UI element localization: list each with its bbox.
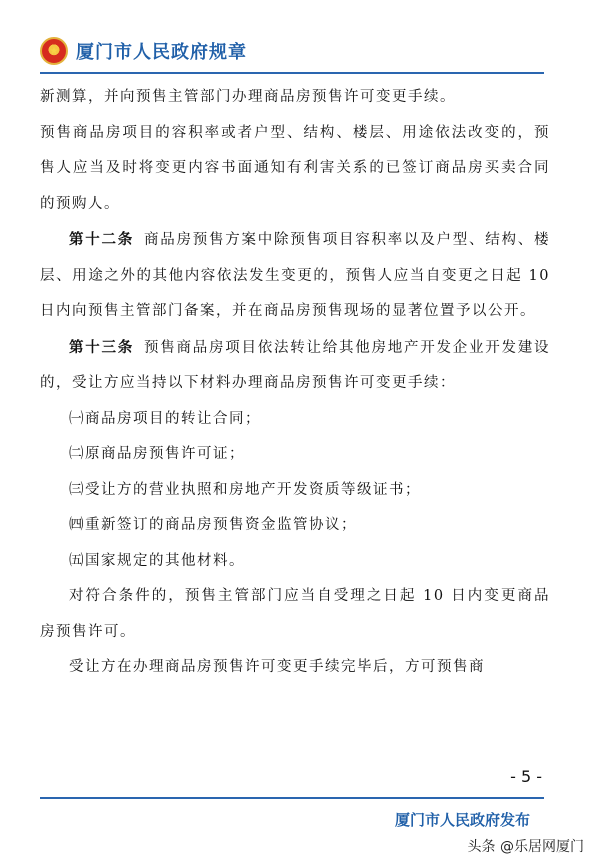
document-body xyxy=(40,80,550,686)
paragraph-text: ㈤国家规定的其他材料。 xyxy=(69,552,245,569)
paragraph-text: 商品房预售方案中除预售项目容积率以及户型、结构、楼层、用途之外的其他内容依法发生变更的，预售人应当自变更之日起 10 日内向预售主管部门备案，并在商品房预售现场的显著位置予以公开。 xyxy=(40,232,550,319)
watermark-text: 头条 @乐居网厦门 xyxy=(467,839,584,855)
national-emblem-icon: ★ xyxy=(40,37,68,65)
body-paragraph xyxy=(40,650,550,686)
body-paragraph xyxy=(40,544,550,580)
article-number: 第十三条 xyxy=(69,338,134,356)
paragraph-text: 对符合条件的，预售主管部门应当自受理之日起 10 日内变更商品房预售许可。 xyxy=(40,588,550,640)
paragraph-text: ㈡原商品房预售许可证； xyxy=(69,446,245,462)
paragraph-text: ㈠商品房项目的转让合同； xyxy=(69,410,261,427)
footer-publisher: 厦门市人民政府发布 xyxy=(394,811,530,829)
header-title: 厦门市人民政府规章 xyxy=(76,42,247,63)
body-paragraph xyxy=(40,579,550,650)
body-paragraph xyxy=(40,402,550,438)
header-divider xyxy=(40,72,544,74)
body-paragraph xyxy=(40,473,550,509)
body-paragraph xyxy=(40,437,550,473)
article-paragraph xyxy=(40,330,550,402)
paragraph-text: 受让方在办理商品房预售许可变更手续完毕后，方可预售商 xyxy=(69,659,485,675)
page-number: - 5 - xyxy=(510,767,542,786)
paragraph-text: ㈣重新签订的商品房预售资金监管协议； xyxy=(69,517,357,533)
article-number: 第十二条 xyxy=(69,231,134,248)
paragraph-text: 新测算，并向预售主管部门办理商品房预售许可变更手续。 xyxy=(40,89,456,105)
document-header xyxy=(40,34,544,68)
paragraph-text: ㈢受让方的营业执照和房地产开发资质等级证书； xyxy=(69,481,421,498)
body-paragraph xyxy=(40,80,550,116)
body-paragraph xyxy=(40,116,550,223)
body-paragraph xyxy=(40,508,550,544)
paragraph-text: 预售商品房项目依法转让给其他房地产开发企业开发建设的，受让方应当持以下材料办理商品房预售许可变更手续： xyxy=(40,339,550,391)
footer-divider xyxy=(40,797,544,799)
paragraph-text: 预售商品房项目的容积率或者户型、结构、楼层、用途依法改变的，预售人应当及时将变更内容书面通知有利害关系的已签订商品房买卖合同的预购人。 xyxy=(40,124,550,212)
article-paragraph xyxy=(40,222,550,330)
